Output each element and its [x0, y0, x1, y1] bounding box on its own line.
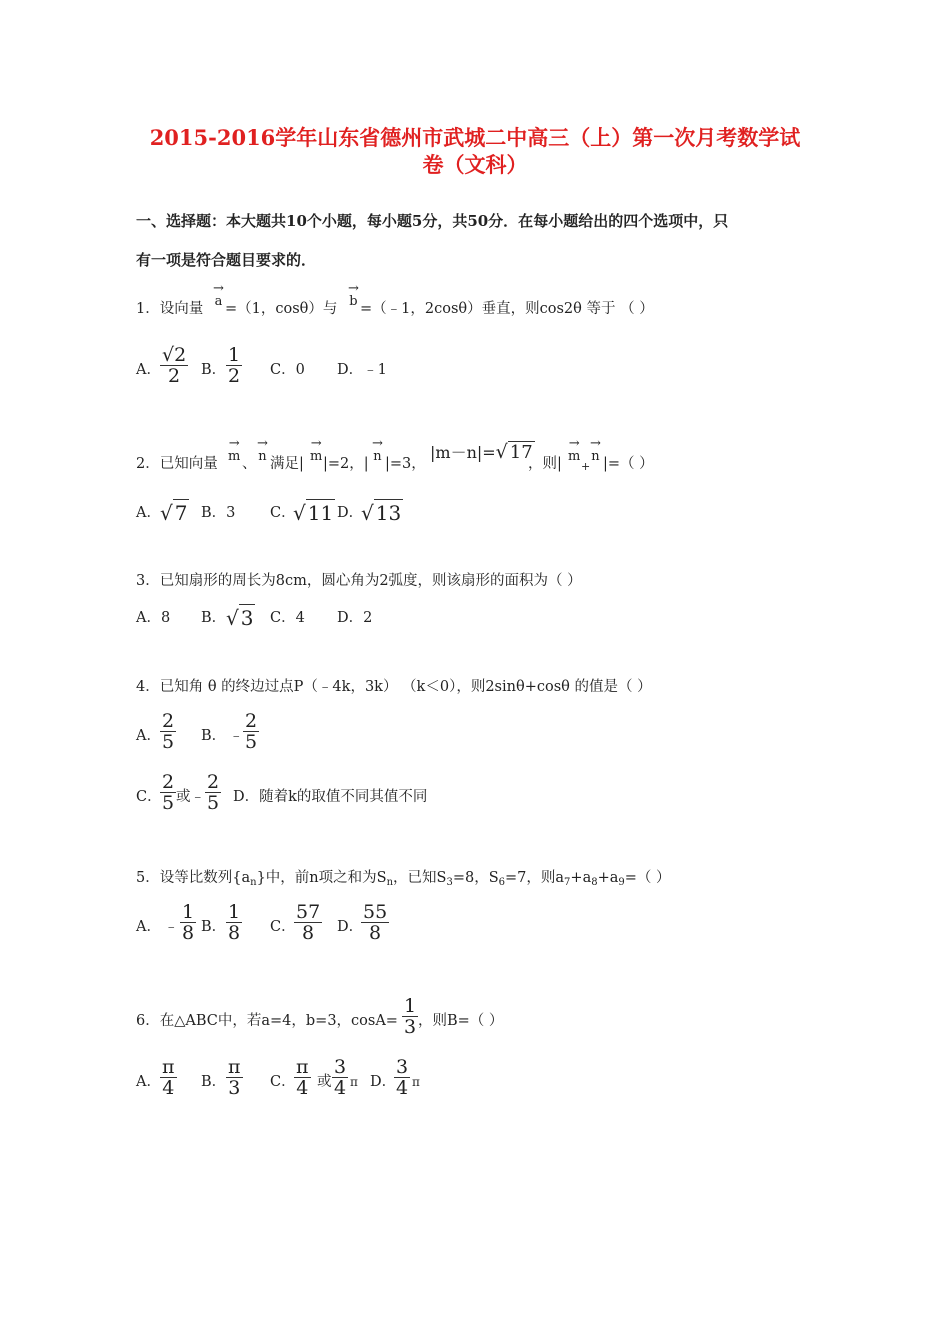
q2-option-c-label: C．: [270, 505, 296, 521]
title-line-1: 2015-2016学年山东省德州市武城二中高三（上）第一次月考数学试: [149, 125, 801, 150]
q6-option-d-label: D．: [370, 1074, 397, 1090]
q6-text-a: 6．在△ABC中，若a=4，b=3，cosA=: [136, 1013, 398, 1029]
q1-middle-2: =（﹣1，2cosθ）垂直，则cos2θ 等于 （ ）: [360, 301, 654, 317]
q5-option-c-label: C．: [270, 919, 296, 935]
q1-option-d: D．﹣1: [337, 362, 387, 378]
q3-option-c: C．4: [270, 610, 305, 626]
q1-option-a-fraction: $\frac{√2}{2}$: [162, 344, 187, 387]
q6-option-c-label: C．: [270, 1074, 296, 1090]
q1-middle-1: =（1，cosθ）与: [225, 301, 338, 317]
q6-option-a-label: A．: [136, 1074, 161, 1090]
q3-option-b-label: B．: [201, 610, 227, 626]
q6-option-b-fraction: $\frac{\pi}{3}$: [228, 1056, 241, 1099]
q5-option-a-minus: ﹣: [164, 919, 179, 935]
q5-option-a-label: A．: [136, 919, 161, 935]
q4-option-a-fraction: $\frac{2}{5}$: [162, 710, 175, 753]
q2-middle-4: ，则|: [528, 456, 562, 472]
q2-option-d-sqrt: √ 13: [361, 501, 402, 525]
q2-option-d-label: D．: [337, 505, 364, 521]
q4-option-d: D．随着k的取值不同其值不同: [233, 789, 428, 805]
q6-option-c-or: 或: [317, 1074, 332, 1090]
q2-suffix: |=（ ）: [603, 456, 654, 472]
q5-option-c-fraction: $\frac{57}{8}$: [296, 901, 321, 944]
q3-option-d: D．2: [337, 610, 373, 626]
q6-cosa-fraction: $\frac{1}{3}$: [404, 995, 417, 1038]
q6-option-a-fraction: $\frac{\pi}{4}$: [162, 1056, 175, 1099]
q2-option-a-label: A．: [136, 505, 161, 521]
q2-vector-m-2: → m: [310, 436, 323, 464]
q6-option-b-label: B．: [201, 1074, 227, 1090]
q3-option-a: A．8: [136, 610, 171, 626]
q4-option-b-fraction: $\frac{2}{5}$: [245, 710, 258, 753]
q2-vector-m-3: → m: [568, 436, 581, 464]
section-header-line-1: 一、选择题：本大题共10个小题，每小题5分，共50分．在每小题给出的四个选项中，只: [136, 212, 729, 230]
q5-text: 5．设等比数列$\{a_n\}$中，前n项之和为$S_n$，已知$S_3=8$，$S_6=7$，则$a_7+a_8+a_9=$（ ）: [136, 870, 671, 888]
q4-option-b-label: B．: [201, 728, 227, 744]
q6-option-c-fraction-1: $\frac{\pi}{4}$: [296, 1056, 309, 1099]
q2-separator: 、: [242, 456, 257, 472]
q1-vector-b: → b: [348, 281, 359, 309]
q4-option-c-fraction-2: $\frac{2}{5}$: [207, 771, 220, 814]
q2-vector-n: → n: [257, 436, 268, 464]
title-line-2: 卷（文科）: [422, 152, 528, 177]
q1-vector-a: → a: [213, 281, 224, 309]
q2-option-a-sqrt: √ 7: [160, 501, 188, 525]
q2-middle-2: |=2，|: [323, 456, 369, 472]
q2-vector-n-2: → n: [372, 436, 383, 464]
q3-text: 3．已知扇形的周长为8cm，圆心角为2弧度，则该扇形的面积为（ ）: [136, 573, 582, 589]
q5-option-b-label: B．: [201, 919, 227, 935]
q1-option-b-label: B．: [201, 362, 227, 378]
q2-plus: +: [581, 460, 591, 473]
q5-option-a-fraction: $\frac{1}{8}$: [182, 901, 195, 944]
q2-middle-3: |=3，: [385, 456, 426, 472]
q2-abs-expression: |m－n|=√ 17: [430, 441, 533, 463]
q2-vector-m: → m: [228, 436, 241, 464]
q2-prefix: 2．已知向量: [136, 456, 218, 472]
q6-text-b: ，则B=（ ）: [418, 1013, 504, 1029]
q6-option-d-pi: π: [412, 1075, 420, 1089]
q4-option-c-fraction-1: $\frac{2}{5}$: [162, 771, 175, 814]
q4-option-c-label: C．: [136, 789, 162, 805]
q1-prefix: 1．设向量: [136, 301, 204, 317]
q3-option-b-sqrt: √ 3: [226, 606, 254, 630]
q6-option-d-fraction: $\frac{3}{4}$: [396, 1056, 409, 1099]
q6-option-c-pi: π: [350, 1075, 358, 1089]
q4-option-b-minus: ﹣: [229, 728, 244, 744]
q6-option-c-fraction-2: $\frac{3}{4}$: [334, 1056, 347, 1099]
q5-option-d-label: D．: [337, 919, 364, 935]
q5-option-d-fraction: $\frac{55}{8}$: [363, 901, 388, 944]
q4-text: 4．已知角 θ 的终边过点P（﹣4k，3k） （k＜0），则2sinθ+cosθ 的值是（ ）: [136, 679, 652, 695]
q2-option-c-sqrt: √ 11: [293, 501, 334, 525]
q4-option-c-or: 或﹣: [176, 789, 205, 805]
q2-middle-1: 满足|: [270, 456, 304, 472]
section-header-line-2: 有一项是符合题目要求的．: [136, 251, 317, 269]
q1-option-b-fraction: $\frac{1}{2}$: [228, 344, 241, 387]
q2-option-b: B．3: [201, 505, 236, 521]
q4-option-a-label: A．: [136, 728, 161, 744]
q2-vector-n-3: → n: [590, 436, 601, 464]
q1-option-c: C．0: [270, 362, 305, 378]
q5-option-b-fraction: $\frac{1}{8}$: [228, 901, 241, 944]
q1-option-a-label: A．: [136, 362, 161, 378]
